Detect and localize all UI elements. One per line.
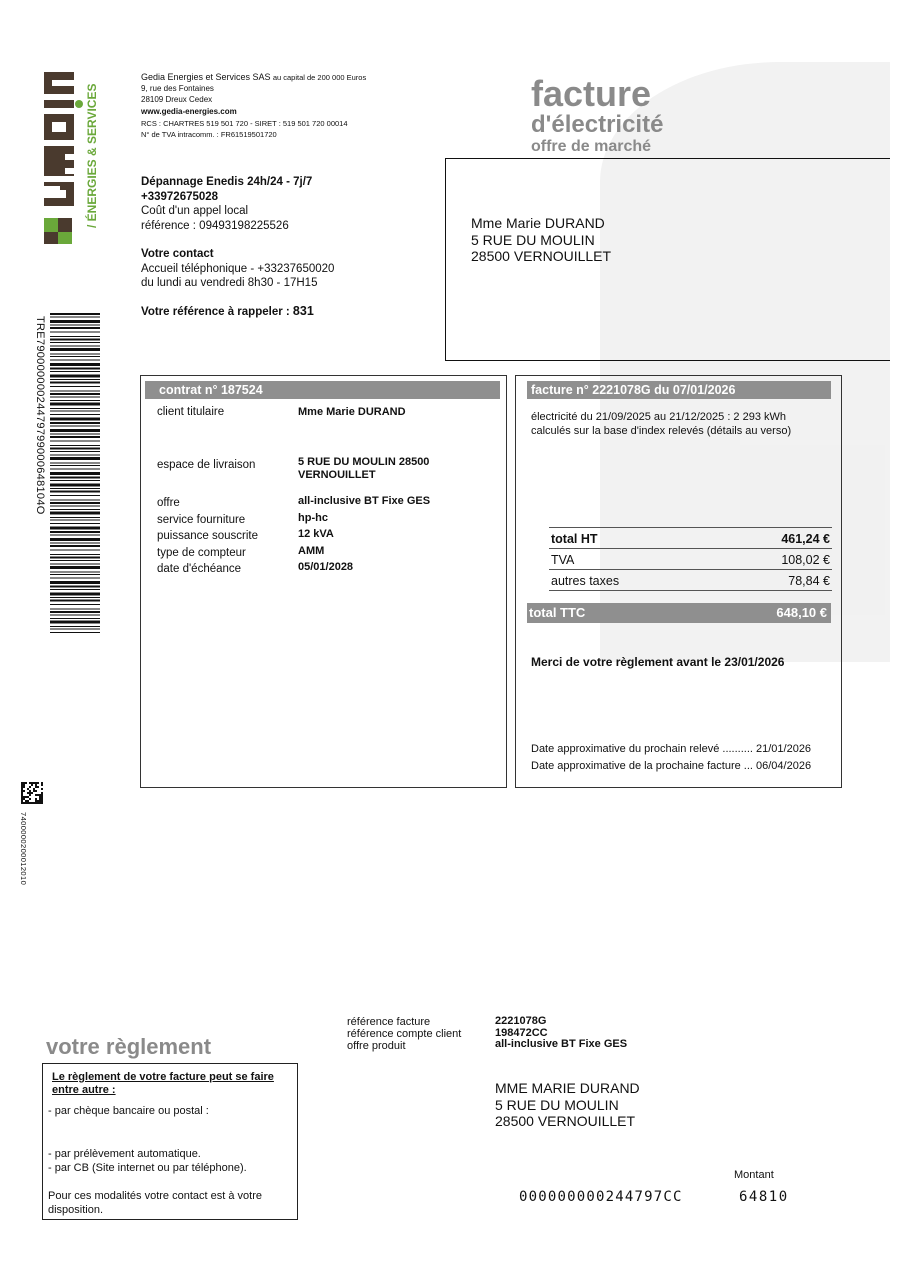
- barcode-bar: [50, 506, 100, 507]
- barcode-bar: [50, 586, 100, 588]
- barcode-bar: [50, 578, 100, 579]
- field-label-offre: offre: [157, 497, 180, 509]
- contact-phone[interactable]: Accueil téléphonique - +33237650020: [141, 262, 335, 275]
- datamatrix-cell: [21, 788, 23, 790]
- datamatrix-cell: [37, 800, 39, 802]
- datamatrix-cell: [27, 802, 29, 804]
- depannage-title: Dépannage Enedis 24h/24 - 7j/7: [141, 176, 313, 188]
- field-label-compteur: type de compteur: [157, 546, 246, 559]
- datamatrix-cell: [39, 794, 41, 796]
- barcode-bar: [50, 429, 100, 432]
- datamatrix-cell: [35, 790, 37, 792]
- barcode-bar: [50, 484, 100, 487]
- client-label: client titulaire: [157, 406, 225, 418]
- barcode-bar: [50, 550, 100, 551]
- barcode-bar: [50, 581, 100, 584]
- barcode-bar: [50, 626, 100, 627]
- barcode-bar: [50, 509, 100, 510]
- client-value: Mme Marie DURAND: [298, 406, 406, 418]
- tva-value: 108,02 €: [781, 553, 830, 567]
- slip-ref-labels: [347, 1016, 461, 1052]
- datamatrix-cell: [39, 802, 41, 804]
- datamatrix-cell: [25, 802, 27, 804]
- reference-rappel: [141, 304, 314, 318]
- company-rcs: RCS : CHARTRES 519 501 720 - SIRET : 519 501 720 00014: [141, 119, 348, 129]
- total-ht-row: [549, 529, 832, 549]
- recipient-city: 28500 VERNOUILLET: [471, 248, 612, 264]
- barcode-bar: [50, 360, 100, 361]
- total-ttc-label: total TTC: [529, 605, 586, 620]
- pay-methods: [48, 1147, 247, 1175]
- datamatrix-cell: [21, 794, 23, 796]
- total-ttc-value: 648,10 €: [776, 605, 827, 620]
- barcode-bar: [50, 441, 100, 442]
- barcode-bar: [50, 557, 100, 559]
- ref-value-facture: 2221078G: [495, 1015, 547, 1027]
- reglement-box-title-line2: entre autre :: [52, 1084, 116, 1096]
- barcode-bar: [50, 535, 100, 536]
- next-reading-date: Date approximative du prochain relevé .......... 21/01/2026: [531, 743, 812, 755]
- totals-top-rule: [549, 527, 832, 528]
- datamatrix-cell: [37, 802, 39, 804]
- recipient-name: Mme Marie DURAND: [471, 215, 605, 231]
- datamatrix-cell: [25, 782, 27, 784]
- barcode-bar: [50, 356, 100, 357]
- datamatrix-cell: [35, 794, 37, 796]
- datamatrix-cell: [35, 782, 37, 784]
- barcode-bar: [50, 465, 100, 466]
- barcode-bar: [50, 332, 100, 333]
- autres-taxes-label: autres taxes: [551, 574, 620, 588]
- invoice-period: [531, 410, 791, 438]
- datamatrix-text: 7400000200012010: [19, 812, 28, 886]
- ref-label-offre: offre produit: [347, 1040, 406, 1052]
- barcode-bar: [50, 445, 100, 446]
- barcode-bar: [50, 382, 100, 384]
- barcode-bar: [50, 632, 100, 633]
- datamatrix-cell: [27, 796, 29, 798]
- datamatrix-cell: [21, 792, 23, 794]
- barcode-bar: [50, 411, 100, 412]
- depannage-block: [141, 175, 312, 233]
- invoice-basis-line: calculés sur la base d'index relevés (détails au verso): [531, 425, 792, 437]
- datamatrix-cell: [25, 796, 27, 798]
- datamatrix-cell: [31, 782, 33, 784]
- invoice-period-line: électricité du 21/09/2025 au 21/12/2025 : 2 293 kWh: [531, 411, 787, 423]
- company-website[interactable]: www.gedia-energies.com: [141, 107, 237, 117]
- datamatrix-cell: [41, 788, 43, 790]
- depannage-reference: référence : 09493198225526: [141, 219, 289, 232]
- title-offre: offre de marché: [531, 138, 652, 155]
- barcode-bar: [50, 393, 100, 395]
- barcode-bar: [50, 436, 100, 438]
- barcode-bar: [50, 495, 100, 496]
- barcode-text: TRE79000000024479799000648104O: [34, 316, 46, 515]
- barcode-bar: [50, 457, 100, 460]
- tva-label: TVA: [551, 553, 575, 567]
- datamatrix-cell: [29, 790, 31, 792]
- datamatrix-cell: [35, 802, 37, 804]
- slip-ref-values: [495, 1016, 627, 1051]
- reglement-title: votre règlement: [46, 1034, 212, 1059]
- barcode-bar: [50, 629, 100, 630]
- datamatrix-cell: [31, 792, 33, 794]
- datamatrix-cell: [21, 802, 23, 804]
- pay-modalites-line1: Pour ces modalités votre contact est à votre: [48, 1190, 262, 1202]
- datamatrix-cell: [23, 784, 25, 786]
- company-name: Gedia Energies et Services SAS: [141, 72, 271, 82]
- barcode-bar: [50, 572, 100, 573]
- barcode-bar: [50, 523, 100, 524]
- reference-rappel-label: Votre référence à rappeler :: [141, 306, 293, 318]
- barcode-bar: [50, 320, 100, 323]
- datamatrix-cell: [37, 786, 39, 788]
- document-title: [531, 73, 664, 156]
- datamatrix-cell: [21, 786, 23, 788]
- ref-label-facture: référence facture: [347, 1016, 431, 1028]
- next-invoice-date: Date approximative de la prochaine facture ... 06/04/2026: [531, 760, 812, 772]
- slip-addr-city: 28500 VERNOUILLET: [495, 1113, 636, 1129]
- barcode-bar: [50, 414, 100, 415]
- datamatrix-cell: [21, 796, 23, 798]
- barcode-bar: [50, 354, 100, 355]
- datamatrix-cell: [23, 790, 25, 792]
- datamatrix-cell: [29, 782, 31, 784]
- datamatrix-cell: [29, 792, 31, 794]
- datamatrix-cell: [37, 794, 39, 796]
- datamatrix-cell: [27, 788, 29, 790]
- barcode-bar: [50, 538, 100, 541]
- reference-rappel-value: 831: [292, 304, 314, 318]
- total-ttc-row: [527, 603, 831, 623]
- barcode-text-wrap: [34, 316, 46, 636]
- barcode-bar: [50, 403, 100, 406]
- barcode: [50, 313, 102, 638]
- datamatrix-cell: [29, 802, 31, 804]
- datamatrix-cell: [41, 800, 43, 802]
- field-label-service: service fourniture: [157, 513, 246, 526]
- pay-modalites: [48, 1189, 262, 1217]
- autres-taxes-value: 78,84 €: [788, 574, 830, 588]
- ref-value-offre: all-inclusive BT Fixe GES: [495, 1038, 628, 1050]
- company-city: 28109 Dreux Cedex: [141, 94, 213, 104]
- company-info: [141, 72, 441, 139]
- datamatrix-cell: [21, 800, 23, 802]
- datamatrix-cell: [29, 798, 31, 800]
- barcode-bar: [50, 593, 100, 596]
- datamatrix-cell: [23, 796, 25, 798]
- field-value-echeance: 05/01/2028: [298, 561, 354, 574]
- slip-code-line: 000000000244797CC: [519, 1189, 683, 1205]
- datamatrix-cell: [21, 798, 23, 800]
- payment-deadline: Merci de votre règlement avant le 23/01/2026: [531, 655, 785, 669]
- datamatrix-text-wrap: [18, 812, 28, 902]
- barcode-bar: [50, 554, 100, 555]
- barcode-bar: [50, 527, 100, 530]
- barcode-bar: [50, 604, 100, 605]
- datamatrix-cell: [23, 782, 25, 784]
- contact-hours: du lundi au vendredi 8h30 - 17H15: [141, 277, 318, 289]
- barcode-bar: [50, 472, 100, 475]
- datamatrix-cell: [33, 802, 35, 804]
- barcode-bar: [50, 480, 100, 481]
- field-value-puissance: 12 kVA: [298, 528, 334, 541]
- barcode-bar: [50, 589, 100, 590]
- datamatrix-cell: [33, 782, 35, 784]
- slip-addr-street: 5 RUE DU MOULIN: [495, 1096, 619, 1113]
- barcode-bar: [50, 379, 100, 380]
- datamatrix-cell: [29, 794, 31, 796]
- barcode-bar: [50, 531, 100, 533]
- recipient-address: [471, 215, 611, 265]
- barcode-bar: [50, 520, 100, 521]
- datamatrix-cell: [27, 792, 29, 794]
- barcode-bar: [50, 451, 100, 452]
- reglement-box-title-line1: Le règlement de votre facture peut se faire: [52, 1071, 274, 1083]
- barcode-bar: [50, 512, 100, 515]
- barcode-bar: [50, 336, 100, 337]
- barcode-bar: [50, 564, 100, 565]
- company-tva: N° de TVA intracomm. : FR61519501720: [141, 129, 277, 139]
- datamatrix-cell: [21, 790, 23, 792]
- barcode-bar: [50, 488, 100, 489]
- barcode-bar: [50, 600, 100, 602]
- barcode-bar: [50, 477, 100, 479]
- recipient-street: 5 RUE DU MOULIN: [471, 231, 595, 248]
- company-street: 9, rue des Fontaines: [141, 83, 214, 93]
- barcode-bar: [50, 386, 100, 387]
- datamatrix-cell: [39, 800, 41, 802]
- barcode-bar: [50, 418, 100, 421]
- barcode-bar: [50, 491, 100, 493]
- datamatrix-cell: [37, 782, 39, 784]
- barcode-bar: [50, 545, 100, 547]
- barcode-bar: [50, 313, 100, 315]
- barcode-bar: [50, 500, 100, 501]
- datamatrix-cell: [35, 786, 37, 788]
- datamatrix-cell: [29, 786, 31, 788]
- reglement-box-title: [52, 1071, 274, 1097]
- barcode-bar: [50, 426, 100, 427]
- pay-cb: - par CB (Site internet ou par téléphone).: [48, 1162, 247, 1174]
- datamatrix-cell: [23, 798, 25, 800]
- datamatrix-cell: [41, 782, 43, 784]
- montant-label: Montant: [734, 1169, 774, 1181]
- datamatrix-cell: [21, 782, 23, 784]
- barcode-bar: [50, 422, 100, 424]
- datamatrix-cell: [39, 796, 41, 798]
- contact-block: [141, 247, 334, 291]
- barcode-bar: [50, 391, 100, 392]
- contract-box: [140, 375, 507, 788]
- barcode-bar: [50, 597, 100, 598]
- barcode-bar: [50, 463, 100, 464]
- datamatrix-cell: [41, 794, 43, 796]
- datamatrix-cell: [39, 798, 41, 800]
- tva-row: [549, 550, 832, 570]
- delivery-value-line1: 5 RUE DU MOULIN 28500: [298, 456, 430, 468]
- barcode-bar: [50, 543, 100, 544]
- barcode-bar: [50, 566, 100, 569]
- barcode-bar: [50, 339, 100, 341]
- barcode-bar: [50, 346, 100, 347]
- datamatrix-cell: [23, 786, 25, 788]
- pay-prelevement: - par prélèvement automatique.: [48, 1148, 201, 1160]
- barcode-bar: [50, 502, 100, 504]
- datamatrix-cell: [41, 784, 43, 786]
- next-dates: [531, 741, 811, 775]
- ref-value-compte: 198472CC: [495, 1026, 548, 1039]
- slip-amount-code: 64810: [739, 1189, 789, 1205]
- delivery-value-line2: VERNOUILLET: [298, 469, 376, 481]
- barcode-bar: [50, 348, 100, 351]
- barcode-bar: [50, 611, 100, 613]
- barcode-bar: [50, 325, 100, 326]
- barcode-bar: [50, 327, 100, 329]
- field-value-offre: all-inclusive BT Fixe GES: [298, 495, 431, 507]
- ref-label-compte: référence compte client: [347, 1028, 462, 1040]
- autres-taxes-row: [549, 571, 832, 591]
- total-ht-label: total HT: [551, 532, 598, 546]
- company-capital: au capital de 200 000 Euros: [272, 73, 367, 82]
- barcode-bar: [50, 469, 100, 470]
- datamatrix-cell: [31, 802, 33, 804]
- barcode-bar: [50, 615, 100, 616]
- datamatrix-cell: [35, 784, 37, 786]
- title-electricite: d'électricité: [531, 111, 664, 138]
- barcode-bar: [50, 317, 100, 318]
- barcode-bar: [50, 621, 100, 624]
- datamatrix-cell: [23, 802, 25, 804]
- invoice-header: facture n° 2221078G du 07/01/2026: [527, 381, 831, 399]
- barcode-bar: [50, 574, 100, 575]
- field-value-compteur: AMM: [298, 544, 325, 557]
- delivery-value: [298, 456, 429, 482]
- datamatrix-cell: [21, 784, 23, 786]
- barcode-bar: [50, 434, 100, 435]
- datamatrix-cell: [33, 790, 35, 792]
- depannage-phone[interactable]: +33972675028: [141, 190, 219, 203]
- barcode-bar: [50, 368, 100, 370]
- datamatrix-cell: [33, 788, 35, 790]
- datamatrix-cell: [35, 800, 37, 802]
- title-facture: facture: [531, 73, 652, 114]
- barcode-bar: [50, 397, 100, 398]
- datamatrix-cell: [31, 784, 33, 786]
- barcode-bar: [50, 609, 100, 610]
- datamatrix-cell: [25, 800, 27, 802]
- delivery-label: espace de livraison: [157, 459, 256, 471]
- barcode-bar: [50, 455, 100, 456]
- field-label-puissance: puissance souscrite: [157, 530, 258, 543]
- barcode-bar: [50, 408, 100, 409]
- barcode-bar: [50, 400, 100, 401]
- total-ht-value: 461,24 €: [781, 532, 830, 546]
- field-label-echeance: date d'échéance: [157, 563, 242, 576]
- barcode-bar: [50, 517, 100, 518]
- datamatrix-cell: [35, 798, 37, 800]
- datamatrix-cell: [41, 792, 43, 794]
- datamatrix-cell: [41, 802, 43, 804]
- logo-tagline: / ÉNERGIES & SERVICES: [85, 83, 99, 228]
- contract-field-labels: [157, 495, 258, 578]
- slip-addr-name: MME MARIE DURAND: [495, 1080, 640, 1096]
- datamatrix-cell: [41, 798, 43, 800]
- barcode-bar: [50, 618, 100, 619]
- depannage-cost: Coût d'un appel local: [141, 205, 249, 217]
- datamatrix-cell: [27, 800, 29, 802]
- datamatrix-cell: [41, 796, 43, 798]
- barcode-bar: [50, 371, 100, 372]
- contract-header: contrat n° 187524: [145, 381, 500, 399]
- field-value-service: hp-hc: [298, 511, 328, 524]
- slip-address: [495, 1080, 640, 1130]
- barcode-bar: [50, 375, 100, 378]
- barcode-bar: [50, 560, 100, 561]
- pay-modalites-line2: disposition.: [48, 1204, 104, 1216]
- gedia-logo: [38, 68, 103, 253]
- barcode-bar: [50, 342, 100, 343]
- pay-cheque: - par chèque bancaire ou postal :: [48, 1105, 209, 1117]
- datamatrix-code: [21, 782, 43, 804]
- contact-title: Votre contact: [141, 248, 214, 260]
- contract-field-values: [298, 493, 430, 576]
- barcode-bar: [50, 448, 100, 450]
- barcode-bar: [50, 363, 100, 366]
